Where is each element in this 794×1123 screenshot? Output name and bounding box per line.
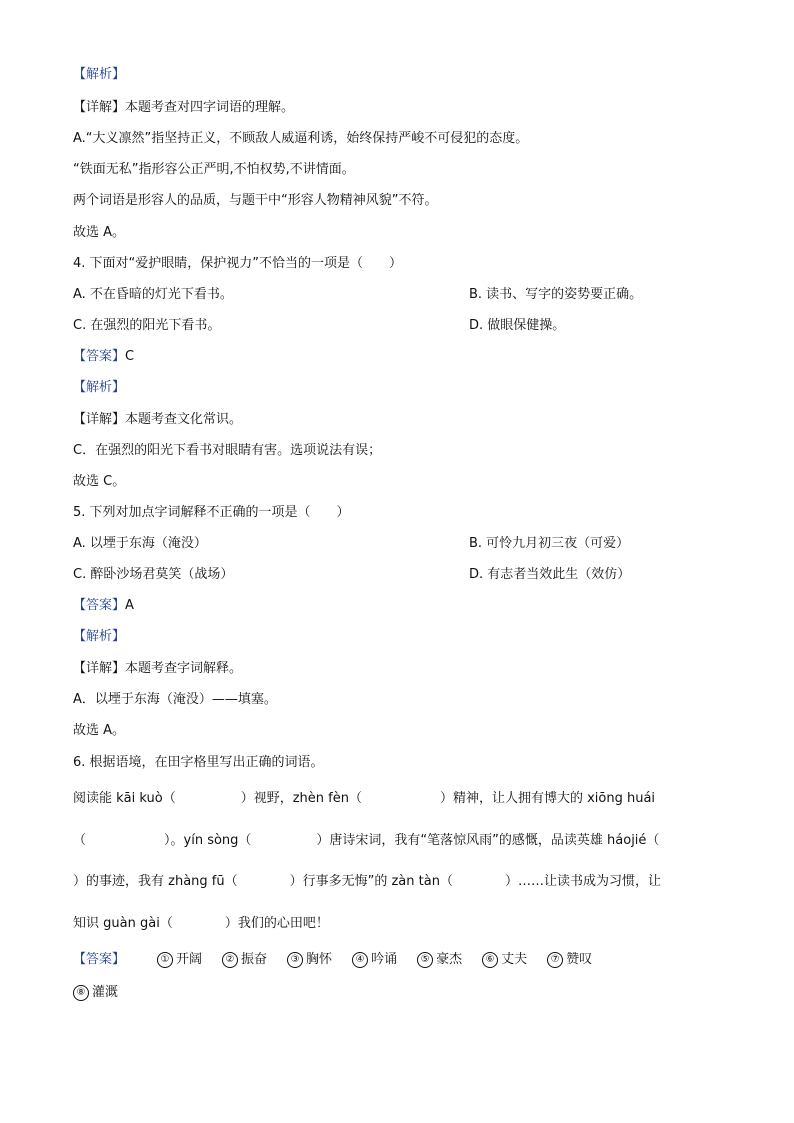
answer-number: ② xyxy=(222,952,238,968)
answer-item xyxy=(222,951,267,969)
passage-line xyxy=(73,790,655,808)
option-c: C. 在强烈的阳光下看书。 xyxy=(73,318,221,333)
answer-number: ⑦ xyxy=(547,952,563,968)
choice-line: 故选 A。 xyxy=(73,723,126,738)
answer-word: 开阔 xyxy=(176,952,203,967)
answer-value: A xyxy=(125,598,134,613)
answer-number: ④ xyxy=(352,952,368,968)
answer-word: 振奋 xyxy=(241,952,268,967)
answer-item xyxy=(547,951,592,969)
answer-item xyxy=(157,951,202,969)
answer-item xyxy=(417,951,462,969)
option-b: B. 可怜九月初三夜（可爱） xyxy=(469,536,630,551)
question-6-stem: 6. 根据语境，在田字格里写出正确的词语。 xyxy=(73,755,324,770)
analysis-heading: 【解析】 xyxy=(73,67,126,82)
question-4-stem: 4. 下面对“爱护眼睛，保护视力”不恰当的一项是（ ） xyxy=(73,256,403,271)
passage-text: （ ）视野， xyxy=(162,791,293,806)
option-a: A. 以堙于东海（淹没） xyxy=(73,536,207,551)
analysis-line: A.“大义凛然”指坚持正义，不顾敌人威逼利诱，始终保持严峻不可侵犯的态度。 xyxy=(73,131,529,146)
passage-text: 知识 xyxy=(73,916,104,931)
answer-number: ③ xyxy=(287,952,303,968)
analysis-line: 两个词语是形容人的品质，与题干中“形容人物精神风貌”不符。 xyxy=(73,193,438,208)
answer-word: 胸怀 xyxy=(306,952,333,967)
analysis-detail: 【详解】本题考查文化常识。 xyxy=(73,412,243,427)
answer-line xyxy=(73,348,134,366)
answer-item xyxy=(482,951,527,969)
answer-word: 吟诵 xyxy=(371,952,398,967)
answer-label: 【答案】 xyxy=(73,598,126,613)
passage-text: （ ）唐诗宋词，我有“笔落惊风雨”的感慨，品读英雄 xyxy=(238,833,608,848)
pinyin: xiōng huái xyxy=(587,791,656,806)
analysis-line: A．以堙于东海（淹没）——填塞。 xyxy=(73,692,277,707)
passage-text: （ ）精神，让人拥有博大的 xyxy=(348,791,588,806)
answer-line-continued xyxy=(73,984,138,1002)
answer-line xyxy=(73,597,134,615)
answer-number: ⑥ xyxy=(482,952,498,968)
analysis-detail: 【详解】本题考查对四字词语的理解。 xyxy=(73,100,295,115)
passage-text: （ ）我们的心田吧！ xyxy=(159,916,329,931)
choice-line: 故选 A。 xyxy=(73,225,126,240)
pinyin: kāi kuò xyxy=(116,791,163,806)
answer-number: ⑧ xyxy=(73,985,89,1001)
analysis-line: “铁面无私”指形容公正严明,不怕权势,不讲情面。 xyxy=(73,162,355,177)
answer-label: 【答案】 xyxy=(73,349,126,364)
question-5-options-row1 xyxy=(73,535,630,553)
option-d: D. 做眼保健操。 xyxy=(469,318,566,333)
choice-line: 故选 C。 xyxy=(73,474,126,489)
question-4-options-row1 xyxy=(73,286,643,304)
passage-text: ）的事迹，我有 xyxy=(73,874,169,889)
pinyin: yín sòng xyxy=(183,833,239,848)
answer-number: ① xyxy=(157,952,173,968)
answer-item xyxy=(287,951,332,969)
pinyin: zhèn fèn xyxy=(292,791,349,806)
answer-word: 灌溉 xyxy=(92,985,119,1000)
answer-word: 赞叹 xyxy=(566,952,593,967)
answer-item xyxy=(352,951,397,969)
pinyin: guàn gài xyxy=(103,916,160,931)
option-d: D. 有志者当效此生（效仿） xyxy=(469,567,631,582)
pinyin: zhàng fū xyxy=(168,874,225,889)
answer-value: C xyxy=(125,349,135,364)
question-4-options-row2 xyxy=(73,317,566,335)
pinyin: zàn tàn xyxy=(391,874,440,889)
passage-text: （ ）行事多无悔”的 xyxy=(224,874,392,889)
option-a: A. 不在昏暗的灯光下看书。 xyxy=(73,287,233,302)
answer-number: ⑤ xyxy=(417,952,433,968)
question-5-stem: 5. 下列对加点字词解释不正确的一项是（ ） xyxy=(73,505,350,520)
passage-line xyxy=(73,873,661,891)
pinyin: háojié xyxy=(607,833,647,848)
passage-text: （ xyxy=(646,833,660,848)
passage-text: 阅读能 xyxy=(73,791,117,806)
analysis-detail: 【详解】本题考查字词解释。 xyxy=(73,661,243,676)
analysis-heading: 【解析】 xyxy=(73,380,126,395)
question-5-options-row2 xyxy=(73,566,631,584)
option-c: C. 醉卧沙场君莫笑（战场） xyxy=(73,567,234,582)
option-b: B. 读书、写字的姿势要正确。 xyxy=(469,287,643,302)
passage-text: （ ）……让读书成为习惯，让 xyxy=(439,874,661,889)
answer-line xyxy=(73,951,612,969)
answer-item xyxy=(73,984,118,1002)
analysis-heading: 【解析】 xyxy=(73,629,126,644)
answer-word: 丈夫 xyxy=(501,952,528,967)
passage-line xyxy=(73,832,659,850)
passage-line xyxy=(73,915,329,933)
answer-word: 豪杰 xyxy=(436,952,463,967)
answer-label: 【答案】 xyxy=(73,952,126,967)
analysis-line: C．在强烈的阳光下看书对眼睛有害。选项说法有误； xyxy=(73,443,382,458)
passage-text: （ ）。 xyxy=(73,833,184,848)
